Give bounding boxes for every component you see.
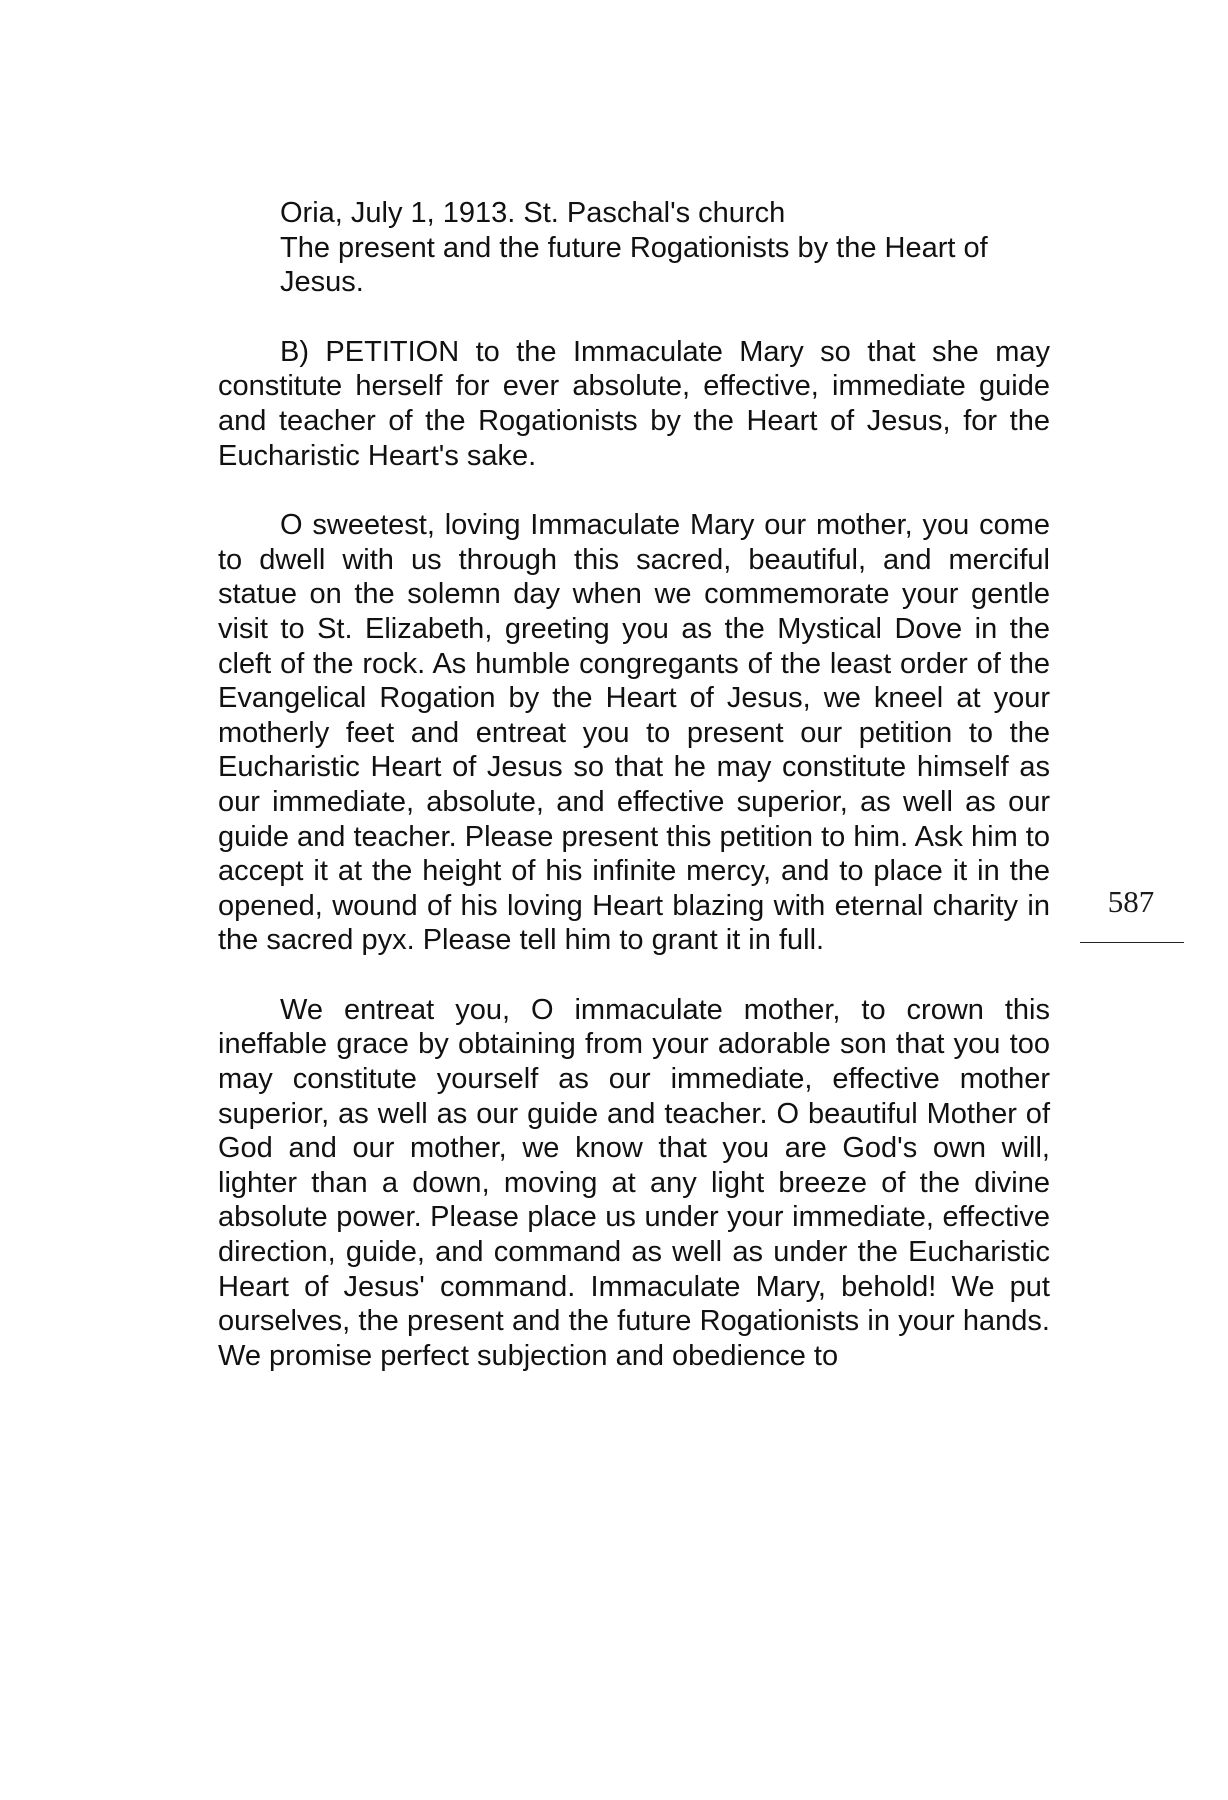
page-number: 587 bbox=[1107, 884, 1155, 919]
header-subtitle: The present and the future Rogationists by the Heart of Jesus. bbox=[280, 231, 988, 299]
prayer-paragraph-2: We entreat you, O immaculate mother, to crown this ineffable grace by obtaining from your adorable son that you too may constitute yourself as our immediate, effective mother superior, as well as our guide and teacher. O beautiful Mother of God and our mother, we know that you are God's own will, lighter than a down, moving at any light breeze of the divine absolute power. Please place us under your immediate, effective direction, guide, and command as well as under the Eucharistic Heart of Jesus' command. Immaculate Mary, behold! We put ourselves, the present and the future Rogationists in your hands. We promise perfect subjection and obedience to bbox=[218, 993, 1050, 1372]
header-block bbox=[218, 196, 1050, 300]
page-number-rule bbox=[1080, 942, 1184, 943]
prayer-paragraph-1: O sweetest, loving Immaculate Mary our mother, you come to dwell with us through this sacred, beautiful, and merciful statue on the solemn day when we commemorate your gentle visit to St. Elizabeth, greeting you as the Mystical Dove in the cleft of the rock. As humble congregants of the least order of the Evangelical Rogation by the Heart of Jesus, we kneel at your motherly feet and entreat you to present our petition to the Eucharistic Heart of Jesus so that he may constitute himself as our immediate, absolute, and effective superior, as well as our guide and teacher. Please present this petition to him. Ask him to accept it at the height of his infinite mercy, and to place it in the opened, wound of his loving Heart blazing with eternal charity in the sacred pyx. Please tell him to grant it in full. bbox=[218, 509, 1050, 957]
petition-heading-paragraph: B) PETITION to the Immaculate Mary so that she may constitute herself for ever absolute, effective, immediate guide and teacher of the Rogationists by the Heart of Jesus, for the Eucharistic Heart's sake. bbox=[218, 335, 1050, 472]
header-date-place: Oria, July 1, 1913. St. Paschal's church bbox=[280, 197, 786, 229]
body-text bbox=[218, 196, 1050, 1373]
